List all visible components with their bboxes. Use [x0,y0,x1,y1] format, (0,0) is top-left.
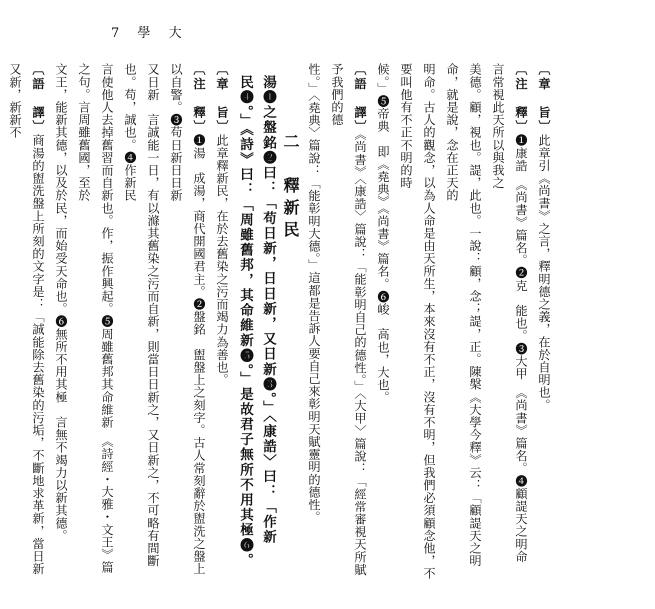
classic-text-line-2: 民❹。」《詩》曰：「周雖舊邦，其命維新❺。」是故君子無所不用其極❻。 [237,75,253,569]
section2-zhu-tag: 〔注 釋〕 [192,63,206,134]
section2-zhu-line-2: 又日新 言誠能一日，有以滌其舊染之污而自新，則當日日新之，又日新之，不可略有間斷也。苟，誠也。❹作新民 [123,63,160,567]
book-title-char-1: 學 [137,26,154,41]
section1-yu-line-1 [325,63,371,583]
section1-zhu-line-2: 美德。顧，視也。諟，此也。一說：顧，念；諟，正。陳槃《大學今釋》云：「顧諟天之明命，就是說，念在正天的 [445,63,482,567]
section2-yu-line-1 [3,63,49,583]
section1-zhu-line-1 [486,63,532,583]
translation-text: 《尚書》〈康誥〉篇說：「能彰明自己的德性。」〈大甲〉篇說：「經常審視天所賦予我們的德 [330,63,367,576]
page-number: 7 [111,26,123,41]
section2-yu-line-2 [0,63,3,583]
section1-zhu-line-3: 明命。古人的觀念，以為人命是由天所生，本來沒有不正，沒有不明，但我們必須顧念他，不要叫他有不正不明的時 [399,63,436,580]
section2-zhang-text: 此章釋新民，在於去舊染之污而竭力為善也。 [215,134,229,386]
section2-zhu-line-4: 文王，能新其德，以及於民，而始受天命也。❻無所不用其極 言無不竭力以新其德。 [54,63,68,542]
classic-text-line-1: 湯❶之盤銘❷曰：「苟日新，日日新，又日新❸。」〈康誥〉曰：「作新 [260,75,276,545]
section2-heading: 二 釋新民 [281,133,300,243]
section2-zhu-line-3: 言使他人去掉舊習而自新也。作，振作興起。❺周雖舊邦其命維新 《詩經・大雅・文王》篇之句。言周雖舊國，至於 [77,63,114,574]
vertical-text-block [8,63,555,583]
section1-zhang-tag: 〔章 旨〕 [537,63,551,134]
section1-zhang [532,63,555,583]
section2-zhu-line-1 [164,63,210,583]
section1-zhang-text: 此章引《尚書》之言，釋明德之義，在於自明也。 [537,134,551,412]
section2-zhang [210,63,233,583]
translation-text: 商湯的盥洗盤上所刻的文字是：「誠能除去舊染的污垢，不斷地求革新，當日新又新，新新不 [8,63,45,575]
section1-yu-tag: 〔語 譯〕 [353,63,367,134]
annotation-text: ❶康誥 《尚書》篇名。❷克 能也。❸大甲 《尚書》篇名。❹顧諟天之明命 言常視此天所以與我之 [491,63,528,576]
section2-zhang-tag: 〔章 旨〕 [215,63,229,134]
section1-zhu-tag: 〔注 釋〕 [514,63,528,134]
section2-yu-tag: 〔語 譯〕 [31,63,45,134]
annotation-text: ❶湯 成湯，商代開國君主。❷盤銘 盥盤上之刻字。古人常刻辭於盥洗之盤上以自警。❸苟日新日日新 [169,63,206,575]
running-header [111,22,193,41]
section1-zhu-line-4: 候。」❺帝典 即《堯典》《尚書》篇名。❻峻 高也，大也。 [376,63,390,404]
section1-yu-line-2: 性。」〈堯典〉篇說：「能彰明大德。」這都是告訴人要自己來彰明天賦靈明的德性。 [307,63,321,524]
book-title-char-2: 大 [168,26,185,41]
